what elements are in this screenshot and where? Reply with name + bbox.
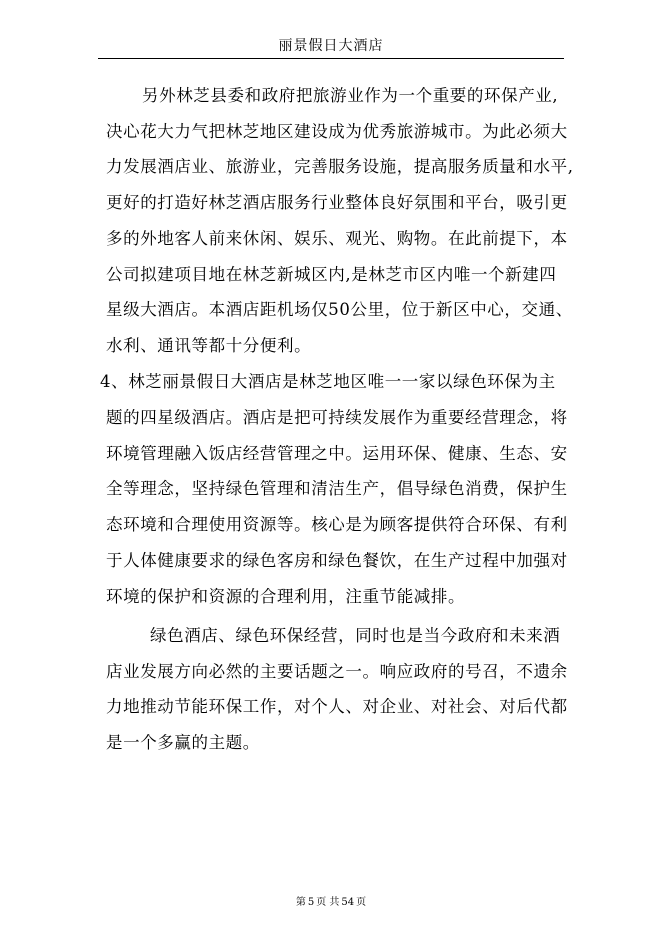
paragraph-1-line-2: 决心花大力气把林芝地区建设成为优秀旅游城市。为此必须大 <box>106 122 568 141</box>
paragraph-1-line-4: 更好的打造好林芝酒店服务行业整体良好氛围和平台，吸引更 <box>106 193 568 212</box>
footer-total-pages: 54 <box>341 897 355 908</box>
paragraph-2-line-4: 全等理念，坚持绿色管理和清洁生产，倡导绿色消费，保护生 <box>106 479 568 498</box>
paragraph-3-line-3: 力地推动节能环保工作，对个人、对企业、对社会、对后代都 <box>106 697 568 716</box>
paragraph-2-line-5: 态环境和合理使用资源等。核心是为顾客提供符合环保、有利 <box>106 515 568 534</box>
paragraph-1-line-8: 水利、通讯等都十分便利。 <box>106 336 312 355</box>
paragraph-2-line-3: 环境管理融入饭店经营管理之中。运用环保、健康、生态、安 <box>106 444 568 463</box>
footer-page-number: 5 <box>307 897 315 908</box>
paragraph-1-line-5: 多的外地客人前来休闲、娱乐、观光、购物。在此前提下，本 <box>106 229 568 248</box>
footer-suffix: 页 <box>356 897 367 908</box>
paragraph-1-line-6: 公司拟建项目地在林芝新城区内,是林芝市区内唯一个新建四 <box>106 265 557 284</box>
paragraph-2-line-2: 题的四星级酒店。酒店是把可持续发展作为重要经营理念，将 <box>106 408 568 427</box>
paragraph-2-line-6: 于人体健康要求的绿色客房和绿色餐饮，在生产过程中加强对 <box>106 551 568 570</box>
paragraph-3-line-2: 店业发展方向必然的主要话题之一。响应政府的号召，不遗余 <box>106 662 568 681</box>
header-divider <box>98 58 564 59</box>
paragraph-2-line-1: 4、林芝丽景假日大酒店是林芝地区唯一一家以绿色环保为主 <box>100 372 556 391</box>
paragraph-2-line-7: 环境的保护和资源的合理利用，注重节能减排。 <box>106 587 466 606</box>
paragraph-1-line-1: 另外林芝县委和政府把旅游业作为一个重要的环保产业, <box>142 86 559 105</box>
paragraph-1-line-3: 力发展酒店业、旅游业，完善服务设施，提高服务质量和水平, <box>106 157 574 176</box>
paragraph-3-line-1: 绿色酒店、绿色环保经营，同时也是当今政府和未来酒 <box>150 626 561 645</box>
footer-prefix: 第 <box>295 897 306 908</box>
footer-middle: 页 共 <box>316 897 340 908</box>
page-footer <box>0 896 662 910</box>
paragraph-1-line-7: 星级大酒店。本酒店距机场仅50公里，位于新区中心，交通、 <box>106 300 573 319</box>
page-header-title: 丽景假日大酒店 <box>278 38 384 54</box>
paragraph-3-line-4: 是一个多赢的主题。 <box>106 733 260 752</box>
